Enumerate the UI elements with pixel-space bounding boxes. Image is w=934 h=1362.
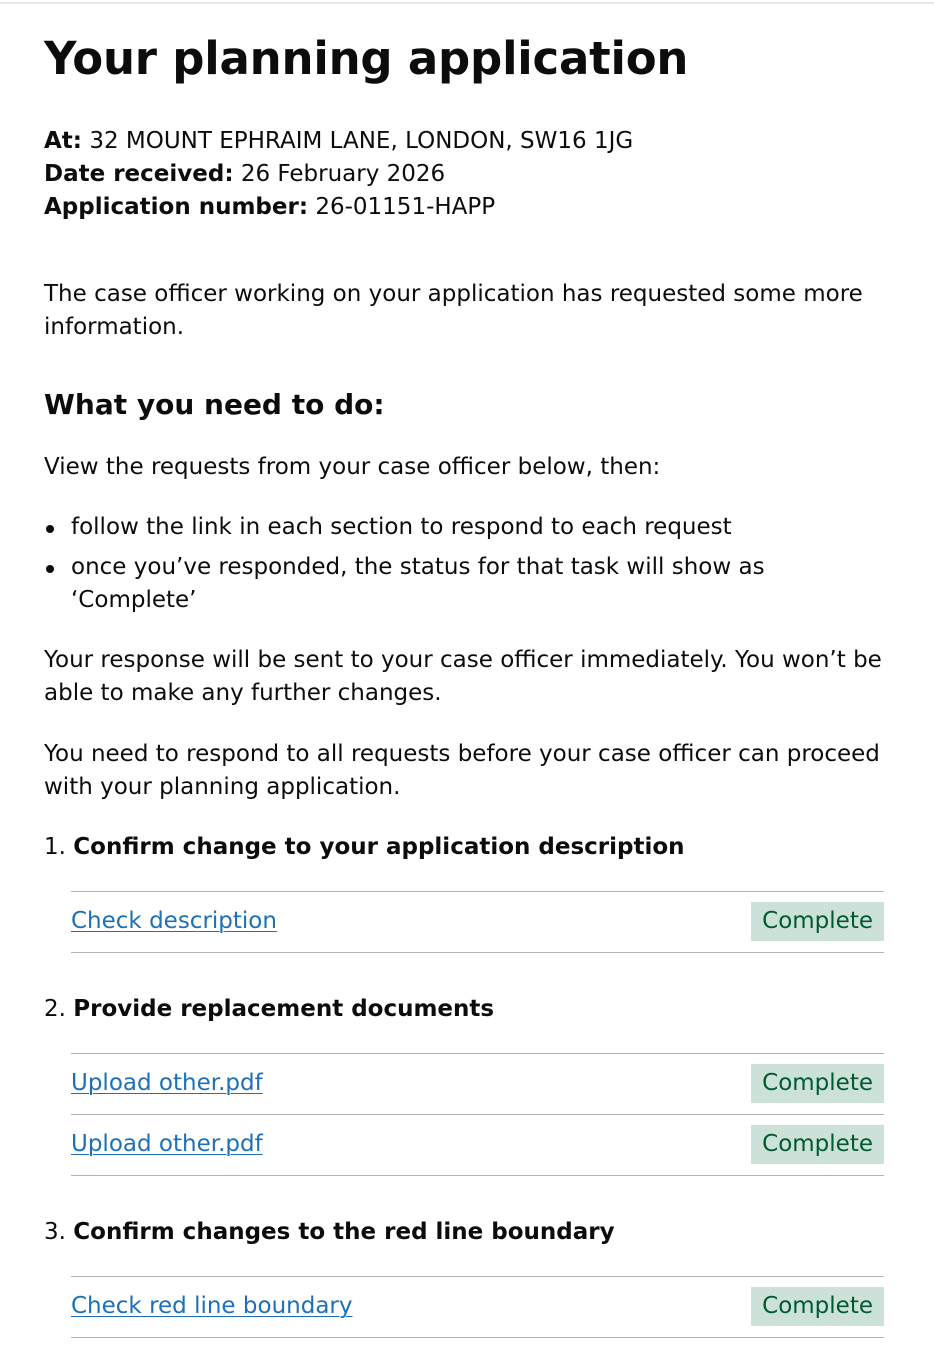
address-value: 32 MOUNT EPHRAIM LANE, LONDON, SW16 1JG bbox=[89, 128, 634, 154]
check-red-line-boundary-link[interactable]: Check red line boundary bbox=[71, 1293, 353, 1319]
intro-text: The case officer working on your application has requested some more information. bbox=[44, 281, 863, 340]
application-date bbox=[44, 158, 633, 191]
date-value: 26 February 2026 bbox=[240, 161, 446, 187]
status-badge: Complete bbox=[751, 902, 884, 941]
response-note: Your response will be sent to your case officer immediately. You won’t be able to make any further changes. bbox=[44, 647, 882, 706]
proceed-note: You need to respond to all requests before your case officer can proceed with your planning application. bbox=[44, 741, 880, 800]
upload-document-link[interactable]: Upload other.pdf bbox=[71, 1131, 263, 1157]
task-title: Provide replacement documents bbox=[73, 996, 495, 1022]
task-title: Confirm changes to the red line boundary bbox=[73, 1219, 615, 1245]
list-item bbox=[44, 551, 884, 617]
number-value: 26-01151-HAPP bbox=[315, 194, 496, 220]
task-list bbox=[71, 1053, 884, 1176]
list-item-text: follow the link in each section to respond to each request bbox=[71, 514, 732, 540]
status-badge: Complete bbox=[751, 1125, 884, 1164]
status-badge: Complete bbox=[751, 1064, 884, 1103]
task-number: 3. bbox=[44, 1219, 66, 1245]
task-row bbox=[71, 1115, 884, 1176]
status-badge: Complete bbox=[751, 1287, 884, 1326]
list-item-text: once you’ve responded, the status for that task will show as ‘Complete’ bbox=[71, 554, 765, 613]
task-number: 1. bbox=[44, 834, 66, 860]
task-row bbox=[71, 1054, 884, 1115]
task-number: 2. bbox=[44, 996, 66, 1022]
page-title: Your planning application bbox=[44, 32, 689, 85]
date-label: Date received: bbox=[44, 161, 234, 187]
address-label: At: bbox=[44, 128, 82, 154]
task-heading bbox=[44, 993, 494, 1026]
task-title: Confirm change to your application description bbox=[73, 834, 685, 860]
list-item bbox=[44, 511, 884, 544]
instructions-lead: View the requests from your case officer below, then: bbox=[44, 454, 661, 480]
section-heading: What you need to do: bbox=[44, 388, 385, 421]
application-address bbox=[44, 125, 633, 158]
task-row bbox=[71, 892, 884, 953]
upload-document-link[interactable]: Upload other.pdf bbox=[71, 1070, 263, 1096]
application-number bbox=[44, 191, 633, 224]
number-label: Application number: bbox=[44, 194, 309, 220]
task-heading bbox=[44, 1216, 615, 1249]
bullet-icon bbox=[46, 525, 54, 533]
task-list bbox=[71, 1276, 884, 1338]
top-divider bbox=[0, 2, 934, 4]
instructions-list bbox=[44, 511, 884, 624]
task-list bbox=[71, 891, 884, 953]
task-heading bbox=[44, 831, 685, 864]
application-summary bbox=[44, 125, 633, 224]
task-row bbox=[71, 1277, 884, 1338]
bullet-icon bbox=[46, 565, 54, 573]
check-description-link[interactable]: Check description bbox=[71, 908, 277, 934]
